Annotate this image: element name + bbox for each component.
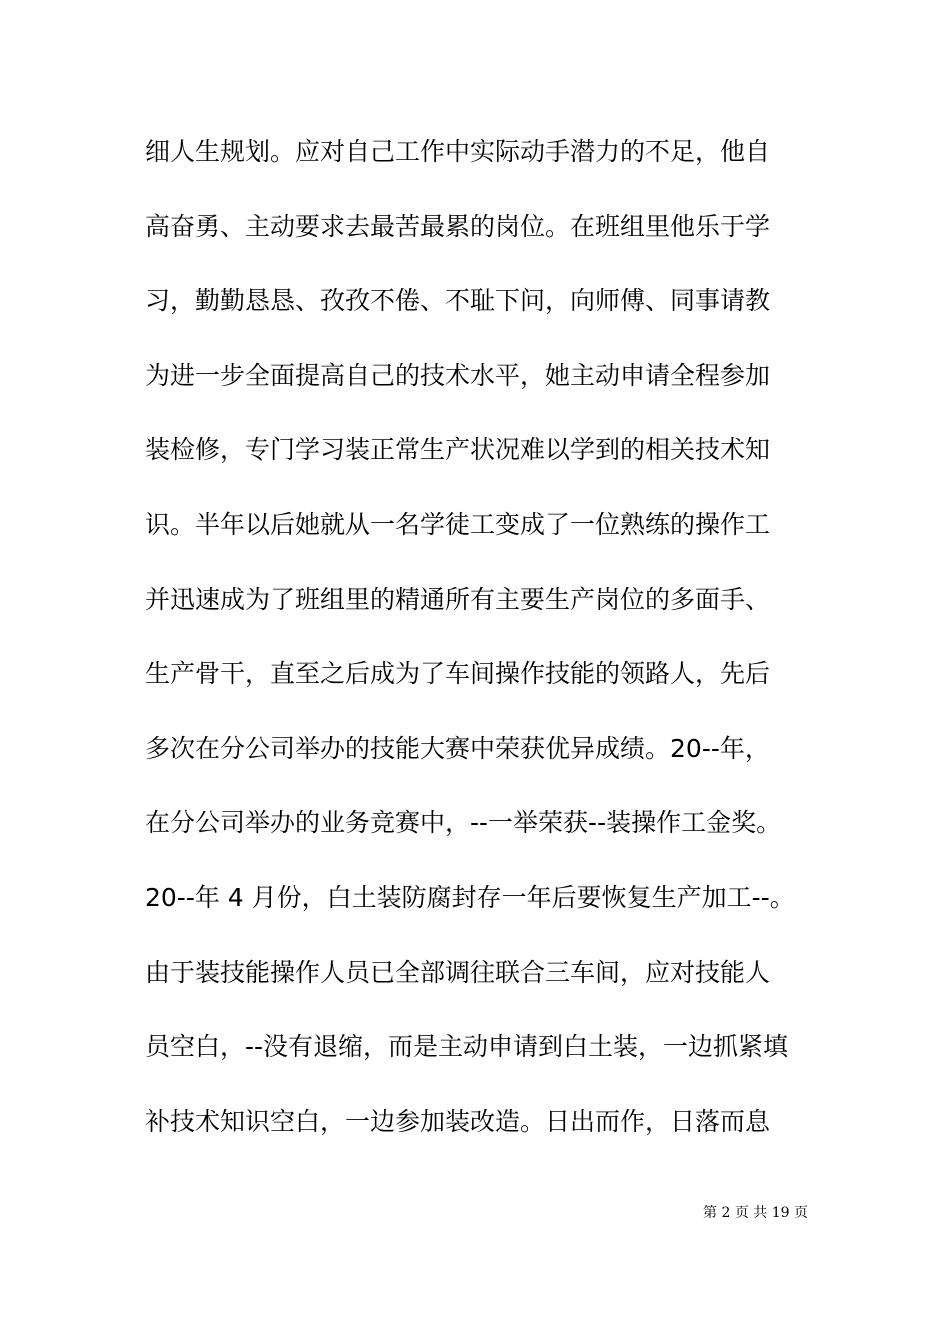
text-line: 并迅速成为了班组里的精通所有主要生产岗位的多面手、 <box>145 584 771 614</box>
text-line: 多次在分公司举办的技能大赛中荣获优异成绩。20--年， <box>145 733 770 763</box>
text-line: 在分公司举办的业务竞赛中，--一举荣获--装操作工金奖。 <box>145 808 782 838</box>
text-line: 由于装技能操作人员已全部调往联合三车间，应对技能人 <box>145 957 771 987</box>
page-number-footer: 第 2 页 共 19 页 <box>703 1205 808 1221</box>
text-line: 20--年 4 月份，白土装防腐封存一年后要恢复生产加工--。 <box>145 882 795 912</box>
text-line: 生产骨干，直至之后成为了车间操作技能的领路人，先后 <box>145 659 771 689</box>
text-line: 为进一步全面提高自己的技术水平，她主动申请全程参加 <box>145 360 771 390</box>
text-line: 装检修，专门学习装正常生产状况难以学到的相关技术知 <box>145 435 771 465</box>
text-line: 补技术知识空白，一边参加装改造。日出而作，日落而息 <box>145 1106 771 1136</box>
text-line: 细人生规划。应对自己工作中实际动手潜力的不足，他自 <box>145 137 771 166</box>
text-line: 高奋勇、主动要求去最苦最累的岗位。在班组里他乐于学 <box>145 211 771 241</box>
text-line: 识。半年以后她就从一名学徒工变成了一位熟练的操作工 <box>145 509 771 539</box>
text-line: 习，勤勤恳恳、孜孜不倦、不耻下问，向师傅、同事请教 <box>145 286 771 316</box>
body-text <box>145 128 825 1172</box>
text-line: 员空白，--没有退缩，而是主动申请到白土装，一边抓紧填 <box>145 1032 789 1062</box>
